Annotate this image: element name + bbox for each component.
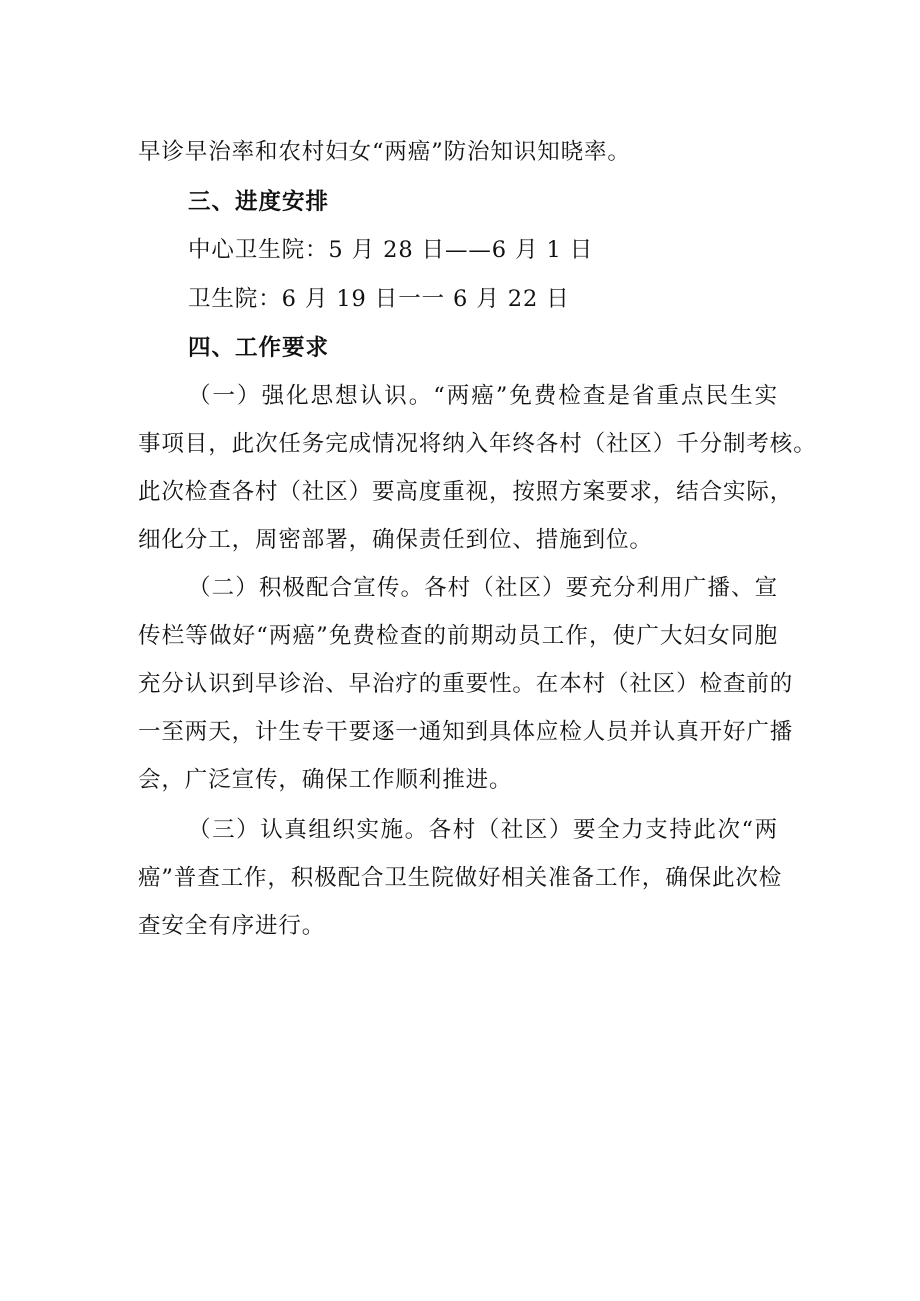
schedule-line-hospital: 卫生院：6 月 19 日一一 6 月 22 日	[188, 286, 570, 312]
para2-line: （二）积极配合宣传。各村（社区）要充分利用广播、宣	[188, 575, 778, 601]
para1-line: 事项目，此次任务完成情况将纳入年终各村（社区）千分制考核。	[138, 431, 817, 457]
para1-line: 此次检查各村（社区）要高度重视，按照方案要求，结合实际，	[138, 479, 794, 505]
para2-line: 会，广泛宣传，确保工作顺利推进。	[138, 767, 513, 793]
schedule-line-center-hospital: 中心卫生院：5 月 28 日——6 月 1 日	[188, 237, 594, 263]
para2-line: 充分认识到早诊治、早治疗的重要性。在本村（社区）检查前的	[138, 671, 794, 697]
para2-line: 传栏等做好“两癌”免费检查的前期动员工作，使广大妇女同胞	[138, 623, 778, 649]
para3-line: 癌”普查工作，积极配合卫生院做好相关准备工作，确保此次检	[138, 865, 783, 891]
para3-line: 查安全有序进行。	[138, 913, 326, 939]
para1-line: （一）强化思想认识。“两癌”免费检查是省重点民生实	[188, 383, 778, 409]
section-4-heading: 四、工作要求	[188, 335, 330, 361]
section-3-heading: 三、进度安排	[188, 189, 330, 215]
para3-line: （三）认真组织实施。各村（社区）要全力支持此次“两	[188, 817, 778, 843]
intro-tail-text: 早诊早治率和农村妇女“两癌”防治知识知晓率。	[138, 139, 631, 165]
para1-line: 细化分工，周密部署，确保责任到位、措施到位。	[138, 527, 653, 553]
para2-line: 一至两天，计生专干要逐一通知到具体应检人员并认真开好广播	[138, 719, 794, 745]
